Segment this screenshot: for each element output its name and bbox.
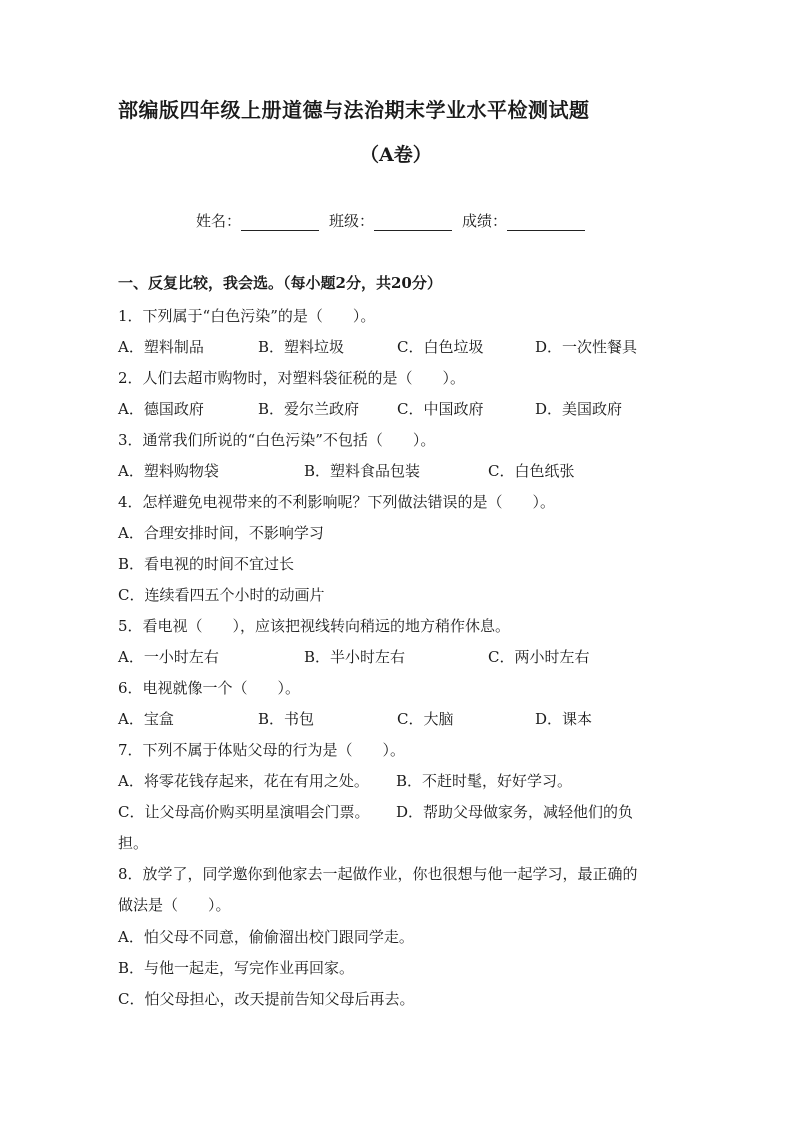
q6-option-d: D．课本	[535, 710, 593, 728]
q7-option-a: A．将零花钱存起来，花在有用之处。	[118, 772, 369, 790]
q7-option-d-continued: 担。	[118, 834, 149, 852]
q3-option-b: B．塑料食品包装	[304, 462, 421, 480]
page-subtitle: （A卷）	[360, 144, 432, 166]
q1-option-d: D．一次性餐具	[535, 338, 638, 356]
name-blank[interactable]	[241, 214, 319, 231]
question-4-stem: 4．怎样避免电视带来的不利影响呢？下列做法错误的是（ ）。	[118, 493, 556, 511]
question-7-stem: 7．下列不属于体贴父母的行为是（ ）。	[118, 741, 406, 759]
question-8-stem-continued: 做法是（ ）。	[118, 896, 231, 914]
q7-option-c: C．让父母高价购买明星演唱会门票。	[118, 803, 370, 821]
question-8-stem: 8．放学了，同学邀你到他家去一起做作业，你也很想与他一起学习，最正确的	[118, 865, 638, 883]
q8-option-b: B．与他一起走，写完作业再回家。	[118, 959, 355, 977]
class-label: 班级：	[329, 212, 375, 230]
student-info-row	[196, 210, 595, 231]
class-blank[interactable]	[374, 214, 452, 231]
q4-option-a: A．合理安排时间，不影响学习	[118, 524, 324, 542]
score-label: 成绩：	[462, 212, 508, 230]
q5-option-c: C．两小时左右	[488, 648, 590, 666]
question-5-stem: 5．看电视（ ），应该把视线转向稍远的地方稍作休息。	[118, 617, 511, 635]
q7-option-b: B．不赶时髦，好好学习。	[396, 772, 573, 790]
q6-option-c: C．大脑	[397, 710, 454, 728]
q6-option-a: A．宝盒	[118, 710, 174, 728]
q1-option-c: C．白色垃圾	[397, 338, 484, 356]
name-label: 姓名：	[196, 212, 242, 230]
q6-option-b: B．书包	[258, 710, 315, 728]
q2-option-a: A．德国政府	[118, 400, 204, 418]
score-blank[interactable]	[507, 214, 585, 231]
q1-option-b: B．塑料垃圾	[258, 338, 345, 356]
page-title: 部编版四年级上册道德与法治期末学业水平检测试题	[118, 98, 590, 122]
q2-option-c: C．中国政府	[397, 400, 484, 418]
q8-option-c: C．怕父母担心，改天提前告知父母后再去。	[118, 990, 415, 1008]
q4-option-c: C．连续看四五个小时的动画片	[118, 586, 325, 604]
q2-option-d: D．美国政府	[535, 400, 623, 418]
question-2-stem: 2．人们去超市购物时，对塑料袋征税的是（ ）。	[118, 369, 466, 387]
section-heading: 一、反复比较，我会选。（每小题2分，共20分）	[118, 274, 442, 292]
q3-option-a: A．塑料购物袋	[118, 462, 219, 480]
question-6-stem: 6．电视就像一个（ ）。	[118, 679, 301, 697]
q5-option-a: A．一小时左右	[118, 648, 219, 666]
q8-option-a: A．怕父母不同意，偷偷溜出校门跟同学走。	[118, 928, 414, 946]
question-3-stem: 3．通常我们所说的“白色污染”不包括（ ）。	[118, 431, 436, 449]
q3-option-c: C．白色纸张	[488, 462, 575, 480]
q2-option-b: B．爱尔兰政府	[258, 400, 360, 418]
q7-option-d: D．帮助父母做家务，减轻他们的负	[396, 803, 634, 821]
q1-option-a: A．塑料制品	[118, 338, 204, 356]
question-1-stem: 1．下列属于“白色污染”的是（ ）。	[118, 307, 376, 325]
q4-option-b: B．看电视的时间不宜过长	[118, 555, 295, 573]
q5-option-b: B．半小时左右	[304, 648, 406, 666]
